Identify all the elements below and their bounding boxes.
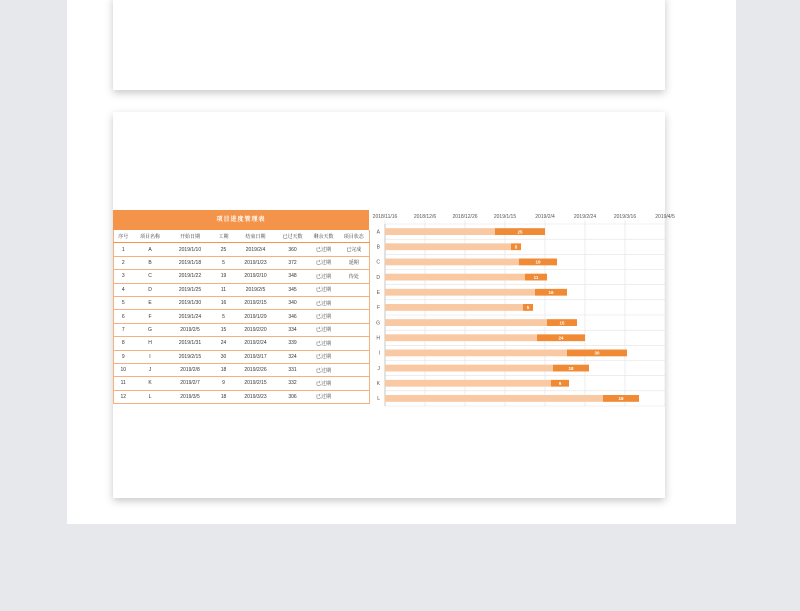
table-cell: 2019/1/24: [168, 310, 213, 323]
table-cell: [339, 296, 370, 309]
table-cell: 2019/2/20: [235, 323, 277, 336]
bar-start-offset: [385, 228, 495, 235]
bar-data-label: 5: [514, 244, 518, 250]
table-cell: 2019/2/24: [235, 337, 277, 350]
gantt-chart: [370, 210, 675, 408]
table-cell: 6: [114, 310, 133, 323]
table-cell: 2019/3/17: [235, 350, 277, 363]
table-row: [114, 296, 370, 309]
y-category-label: B: [376, 244, 380, 251]
bar-data-label: 19: [535, 259, 541, 265]
bar-start-offset: [385, 274, 525, 281]
table-cell: [339, 390, 370, 403]
table-cell: 346: [277, 310, 309, 323]
table-cell: 372: [277, 256, 309, 269]
table-cell: [339, 377, 370, 390]
table-cell: 12: [114, 390, 133, 403]
page-preview-top: [113, 0, 665, 90]
table-cell: [339, 350, 370, 363]
column-header: 开始日期: [168, 230, 213, 243]
table-cell: 24: [213, 337, 235, 350]
table-row: [114, 270, 370, 283]
table-cell: 15: [213, 323, 235, 336]
table-cell: C: [133, 270, 168, 283]
table-row: [114, 243, 370, 256]
table-cell: 3: [114, 270, 133, 283]
column-header: 已过天数: [277, 230, 309, 243]
table-cell: 2019/3/23: [235, 390, 277, 403]
bar-data-label: 15: [559, 320, 565, 326]
project-table: [113, 210, 369, 404]
table-cell: 4: [114, 283, 133, 296]
y-category-label: I: [378, 350, 380, 357]
table-cell: [339, 337, 370, 350]
schedule-table: [113, 230, 370, 404]
x-tick-label: 2019/2/4: [535, 214, 555, 220]
table-cell: B: [133, 256, 168, 269]
bar-data-label: 9: [558, 381, 562, 387]
table-cell: 已过期: [309, 296, 339, 309]
table-cell: 已完成: [339, 243, 370, 256]
table-cell: 2019/2/5: [235, 283, 277, 296]
table-cell: L: [133, 390, 168, 403]
table-cell: 334: [277, 323, 309, 336]
table-cell: 340: [277, 296, 309, 309]
bar-data-label: 25: [517, 229, 523, 235]
table-cell: 2019/2/15: [168, 350, 213, 363]
y-category-label: E: [376, 290, 380, 297]
table-cell: 2019/1/22: [168, 270, 213, 283]
bar-start-offset: [385, 319, 547, 326]
x-tick-label: 2019/3/16: [613, 214, 637, 220]
table-cell: 18: [213, 363, 235, 376]
bar-start-offset: [385, 365, 553, 372]
table-cell: 2019/2/5: [168, 323, 213, 336]
bar-data-label: 30: [594, 350, 600, 356]
y-category-label: J: [377, 365, 380, 372]
y-category-label: K: [376, 381, 380, 388]
table-cell: 9: [213, 377, 235, 390]
table-cell: 2019/1/10: [168, 243, 213, 256]
table-cell: F: [133, 310, 168, 323]
bar-start-offset: [385, 380, 551, 387]
table-cell: 已过期: [309, 256, 339, 269]
table-cell: 5: [213, 256, 235, 269]
table-cell: K: [133, 377, 168, 390]
table-cell: 360: [277, 243, 309, 256]
table-row: [114, 377, 370, 390]
table-cell: 9: [114, 350, 133, 363]
bar-start-offset: [385, 304, 523, 311]
column-header: 工期: [213, 230, 235, 243]
y-category-label: H: [376, 335, 380, 342]
table-cell: 2019/2/10: [235, 270, 277, 283]
table-cell: G: [133, 323, 168, 336]
bar-data-label: 18: [568, 365, 574, 371]
table-cell: 19: [213, 270, 235, 283]
bar-start-offset: [385, 350, 567, 357]
table-cell: 25: [213, 243, 235, 256]
table-cell: 339: [277, 337, 309, 350]
y-category-label: L: [377, 396, 380, 403]
table-cell: [339, 363, 370, 376]
bar-data-label: 11: [533, 274, 539, 280]
y-category-label: A: [376, 229, 380, 236]
table-cell: 2019/1/18: [168, 256, 213, 269]
table-cell: 2019/2/15: [235, 296, 277, 309]
table-cell: [339, 323, 370, 336]
bar-start-offset: [385, 259, 519, 266]
bar-data-label: 5: [526, 305, 530, 311]
bar-start-offset: [385, 243, 511, 250]
table-cell: 2019/1/30: [168, 296, 213, 309]
table-cell: J: [133, 363, 168, 376]
bar-data-label: 24: [558, 335, 564, 341]
x-tick-label: 2019/4/5: [655, 214, 675, 220]
table-cell: 已过期: [309, 337, 339, 350]
table-cell: 已过期: [309, 310, 339, 323]
table-cell: 2019/3/5: [168, 390, 213, 403]
table-cell: 2019/2/8: [168, 363, 213, 376]
table-cell: 2: [114, 256, 133, 269]
table-cell: 5: [114, 296, 133, 309]
table-header-row: [114, 230, 370, 243]
table-cell: 已过期: [309, 270, 339, 283]
table-cell: 1: [114, 243, 133, 256]
y-category-label: C: [376, 259, 380, 266]
bar-data-label: 16: [548, 290, 554, 296]
table-cell: 已过期: [309, 350, 339, 363]
table-row: [114, 363, 370, 376]
table-cell: 已过期: [309, 243, 339, 256]
table-cell: 2019/1/31: [168, 337, 213, 350]
table-cell: 331: [277, 363, 309, 376]
table-cell: 10: [114, 363, 133, 376]
table-cell: 11: [114, 377, 133, 390]
table-cell: I: [133, 350, 168, 363]
table-cell: [339, 310, 370, 323]
table-cell: 2019/1/29: [235, 310, 277, 323]
table-cell: 2019/2/26: [235, 363, 277, 376]
table-row: [114, 390, 370, 403]
table-cell: 345: [277, 283, 309, 296]
x-tick-label: 2019/2/24: [573, 214, 597, 220]
table-cell: 30: [213, 350, 235, 363]
bar-start-offset: [385, 289, 535, 296]
column-header: 序号: [114, 230, 133, 243]
table-cell: 2019/2/7: [168, 377, 213, 390]
bar-start-offset: [385, 395, 603, 402]
table-row: [114, 350, 370, 363]
table-cell: 已过期: [309, 377, 339, 390]
y-category-label: F: [376, 305, 380, 312]
table-cell: [339, 283, 370, 296]
table-row: [114, 310, 370, 323]
page-preview-main: [113, 112, 675, 498]
table-cell: 延期: [339, 256, 370, 269]
y-category-label: G: [376, 320, 380, 327]
table-cell: 18: [213, 390, 235, 403]
table-cell: H: [133, 337, 168, 350]
table-cell: 11: [213, 283, 235, 296]
bar-data-label: 18: [618, 396, 624, 402]
table-cell: 7: [114, 323, 133, 336]
table-cell: 5: [213, 310, 235, 323]
table-cell: 332: [277, 377, 309, 390]
table-cell: 2019/2/15: [235, 377, 277, 390]
table-cell: 已过期: [309, 363, 339, 376]
table-title: 项目进度管理表: [113, 210, 369, 230]
bar-start-offset: [385, 334, 537, 341]
table-cell: 已过期: [309, 283, 339, 296]
y-category-label: D: [376, 274, 380, 281]
table-cell: 348: [277, 270, 309, 283]
column-header: 结束日期: [235, 230, 277, 243]
table-row: [114, 256, 370, 269]
x-tick-label: 2018/11/16: [372, 214, 398, 220]
table-row: [114, 323, 370, 336]
table-cell: 待处: [339, 270, 370, 283]
table-cell: 2019/1/23: [235, 256, 277, 269]
table-cell: A: [133, 243, 168, 256]
table-cell: 已过期: [309, 390, 339, 403]
table-cell: 306: [277, 390, 309, 403]
table-cell: 16: [213, 296, 235, 309]
table-cell: D: [133, 283, 168, 296]
table-cell: 已过期: [309, 323, 339, 336]
table-cell: 2019/1/25: [168, 283, 213, 296]
x-tick-label: 2019/1/15: [493, 214, 517, 220]
table-cell: 8: [114, 337, 133, 350]
column-header: 项目状态: [339, 230, 370, 243]
x-tick-label: 2018/12/6: [413, 214, 437, 220]
column-header: 剩余天数: [309, 230, 339, 243]
table-cell: E: [133, 296, 168, 309]
table-row: [114, 337, 370, 350]
table-row: [114, 283, 370, 296]
x-tick-label: 2018/12/26: [452, 214, 478, 220]
table-cell: 324: [277, 350, 309, 363]
table-cell: 2019/2/4: [235, 243, 277, 256]
column-header: 项目名称: [133, 230, 168, 243]
